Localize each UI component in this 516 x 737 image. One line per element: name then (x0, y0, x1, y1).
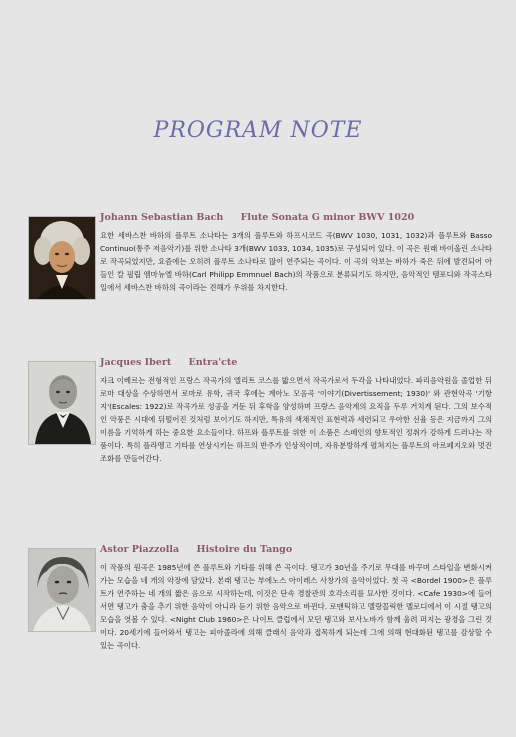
composer-name: Johann Sebastian Bach (100, 212, 224, 223)
portrait-ibert (28, 361, 96, 445)
entry-header (100, 357, 492, 371)
entry-content (100, 544, 492, 652)
work-title: Entra'cte (188, 357, 238, 368)
entry-content (100, 212, 492, 294)
composer-name: Astor Piazzolla (100, 544, 180, 555)
portrait-ibert-image (29, 362, 95, 444)
entry-header (100, 544, 492, 558)
portrait-bach-image (29, 217, 95, 299)
work-title: Flute Sonata G minor BWV 1020 (240, 212, 415, 223)
portrait-piazzolla (28, 548, 96, 632)
entry-header (100, 212, 492, 226)
work-title: Histoire du Tango (196, 544, 293, 555)
entry-content (100, 357, 492, 465)
portrait-piazzolla-image (29, 549, 95, 631)
portrait-bach (28, 216, 96, 300)
entry-description: 자크 이베르는 전형적인 프랑스 작곡가의 엘리트 코스를 밟으면서 작곡가로서 두각을 나타내었다. 파리음악원을 졸업한 뒤 로마 대상을 수상하면서 로마로 유학, 귀국 후에는 계아노 모음곡 '이야기(Divertissement; 1930)' 와 관현악곡 '기항지'(Escales: 1922)로 작곡가로 성공을 거둔 뒤 후학을 양성하며 프랑스 음악계의 요직을 두루 거치게 된다. 그의 보수적인 악풍은 시대에 뒤떨어진 것처럼 보이기도 하지만, 특유의 색채적인 표현력과 세련되고 우아한 선율 등은 지금까지 그의 이름을 기억하게 하는 중요한 요소들이다. 하프와 플루트를 위한 이 소품은 스페인의 향토적인 정취가 강하게 드러나는 작품이다. 특히 플라멩고 기타를 연상시키는 하프의 반주가 인상적이며, 자유분방하게 펼쳐지는 플루트의 아르페지오와 멋진 조화를 만들어간다. (100, 376, 492, 463)
entry-description: 요한 세바스찬 바하의 플루트 소나타는 3개의 플루트와 하프시코드 곡(BWV 1030, 1031, 1032)과 플루트와 Basso Continuo(통주 저음악기)를 위한 소나타 3개(BWV 1033, 1034, 1035)로 구성되어 있다. 이 곡은 원래 바이올린 소나타로 작곡되었지만, 요즘에는 오히려 플루트 소나타로 많이 연주되는 곡이다. 이 곡의 악보는 바하가 죽은 뒤에 발견되어 아들인 칼 필립 엠마뉴엘 바하(Carl Philipp Emmnuel Bach)의 작품으로 분류되기도 하지만, 음악적인 템포디와 작곡스타일에서 세바스찬 바하의 곡이라는 견해가 우위를 차지한다. (100, 231, 492, 292)
composer-name: Jacques Ibert (100, 357, 172, 368)
page-title: PROGRAM NOTE (153, 118, 363, 143)
entry-description: 이 작품의 원곡은 1985년에 쓴 플루트와 기타를 위해 쓴 곡이다. 탱고가 30년을 주기로 무대를 바꾸며 스타일을 변화시켜 가는 모습을 네 개의 악장에 담았다. 본래 탱고는 부에노스 아이레스 사창가의 음악이었다. 첫 곡 <Bordel 1900>은 플루트가 연주하는 네 개의 짧은 음으로 시작하는데, 이것은 단속 경찰관의 호각소리를 묘사한 것이다. <Cafe 1930>에 들어서면 탱고가 춤을 추기 위한 음악이 아니라 듣기 위한 음악으로 바뀐다. 로맨틱하고 멜랑꼴릭한 멜로디에서 이 시절 탱고의 모습을 엿볼 수 있다. <Night Club 1960>은 나이트 클럽에서 모던 탱고와 보사노바가 함께 울려 퍼지는 광경을 그린 것이다. 20세기에 들어와서 탱고는 피아졸라에 의해 클래식 음악과 접목하게 되는데 그에 의해 현대화된 탱고를 감상할 수 있는 곡이다. (100, 563, 492, 650)
